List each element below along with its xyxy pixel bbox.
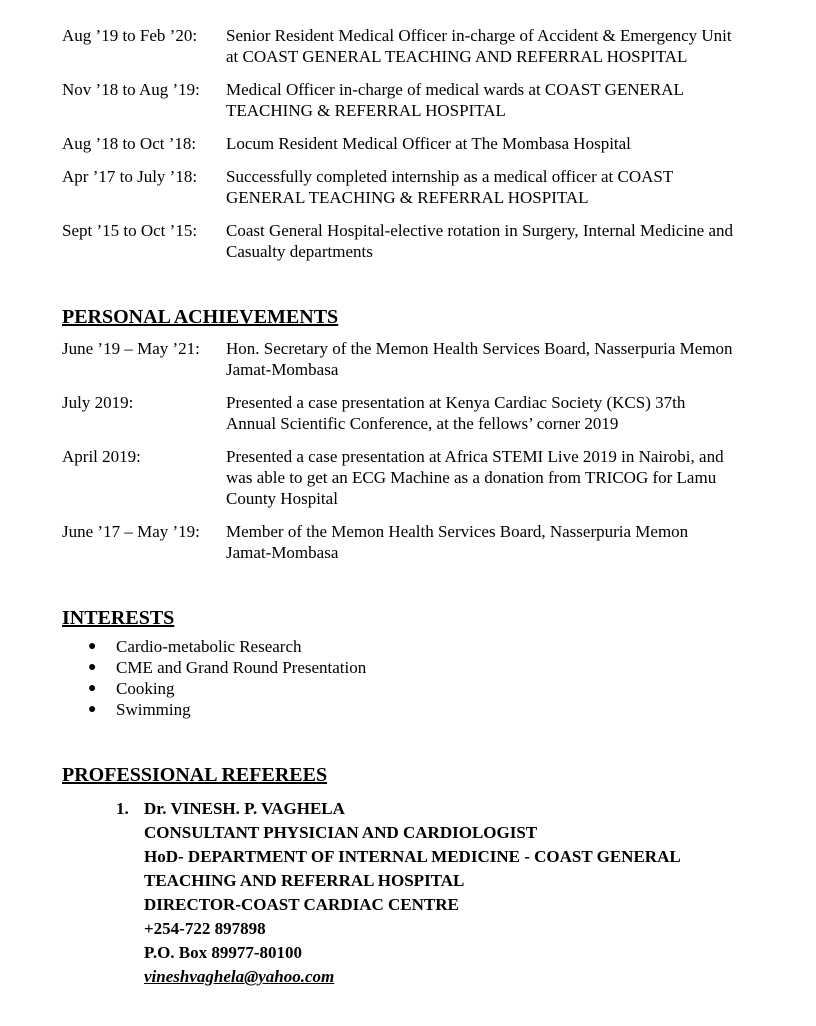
achievement-description: [226, 338, 782, 380]
experience-line: Successfully completed internship as a medical officer at COAST: [226, 167, 674, 186]
achievement-date: June ’17 – May ’19:: [62, 522, 200, 541]
achievement-date: June ’19 – May ’21:: [62, 339, 200, 358]
referees-heading: PROFESSIONAL REFEREES: [62, 764, 328, 786]
experience-line: at COAST GENERAL TEACHING AND REFERRAL HOSPITAL: [226, 47, 688, 66]
referee-title: DIRECTOR-COAST CARDIAC CENTRE: [144, 895, 459, 914]
experience-date: Sept ’15 to Oct ’15:: [62, 221, 198, 240]
achievement-line: Jamat-Mombasa: [226, 543, 339, 562]
interest-item: [88, 657, 782, 678]
experience-line: GENERAL TEACHING & REFERRAL HOSPITAL: [226, 188, 589, 207]
achievement-description: [226, 392, 782, 434]
interests-list: [62, 636, 782, 720]
interest-item: [88, 678, 782, 699]
experience-line: Locum Resident Medical Officer at The Mombasa Hospital: [226, 134, 631, 153]
experience-description: [226, 79, 782, 121]
experience-description: [226, 133, 782, 154]
referee-title: CONSULTANT PHYSICIAN AND CARDIOLOGIST: [144, 823, 538, 842]
bullet-icon: ●: [88, 702, 97, 717]
interests-heading: INTERESTS: [62, 607, 175, 629]
achievement-date: July 2019:: [62, 393, 134, 412]
achievement-description: [226, 446, 782, 509]
cv-page: [62, 25, 782, 989]
experience-description: [226, 220, 782, 262]
achievement-line: was able to get an ECG Machine as a donation from TRICOG for Lamu: [226, 468, 717, 487]
achievement-entry: [62, 446, 782, 509]
bullet-icon: ●: [88, 681, 97, 696]
interest-label: Cooking: [116, 679, 175, 698]
experience-line: Coast General Hospital-elective rotation in Surgery, Internal Medicine and: [226, 221, 734, 240]
achievement-entry: [62, 392, 782, 434]
experience-line: Senior Resident Medical Officer in-charge of Accident & Emergency Unit: [226, 26, 732, 45]
experience-list: [62, 25, 782, 262]
interest-item: [88, 699, 782, 720]
experience-line: Medical Officer in-charge of medical wards at COAST GENERAL: [226, 80, 684, 99]
achievement-line: Presented a case presentation at Africa STEMI Live 2019 in Nairobi, and: [226, 447, 724, 466]
experience-date: Aug ’18 to Oct ’18:: [62, 134, 197, 153]
experience-description: [226, 25, 782, 67]
achievement-line: Member of the Memon Health Services Board, Nasserpuria Memon: [226, 522, 689, 541]
experience-description: [226, 166, 782, 208]
achievement-description: [226, 521, 782, 563]
bullet-icon: ●: [88, 660, 97, 675]
achievement-line: Jamat-Mombasa: [226, 360, 339, 379]
interest-label: Swimming: [116, 700, 191, 719]
experience-entry: [62, 220, 782, 262]
referee-details: [144, 797, 681, 989]
interest-item: [88, 636, 782, 657]
referee-number: 1.: [116, 799, 129, 818]
experience-line: Casualty departments: [226, 242, 373, 261]
experience-date: Aug ’19 to Feb ’20:: [62, 26, 198, 45]
achievement-entry: [62, 338, 782, 380]
referee-name: Dr. VINESH. P. VAGHELA: [144, 799, 345, 818]
achievement-entry: [62, 521, 782, 563]
experience-date: Apr ’17 to July ’18:: [62, 167, 198, 186]
experience-entry: [62, 79, 782, 121]
achievement-date: April 2019:: [62, 447, 141, 466]
achievements-heading: PERSONAL ACHIEVEMENTS: [62, 306, 339, 328]
experience-entry: [62, 25, 782, 67]
experience-date: Nov ’18 to Aug ’19:: [62, 80, 200, 99]
experience-entry: [62, 166, 782, 208]
interest-label: CME and Grand Round Presentation: [116, 658, 367, 677]
experience-entry: [62, 133, 782, 154]
achievement-line: Hon. Secretary of the Memon Health Services Board, Nasserpuria Memon: [226, 339, 733, 358]
referee-entry: [116, 797, 782, 989]
achievement-line: Presented a case presentation at Kenya Cardiac Society (KCS) 37th: [226, 393, 686, 412]
referee-address: P.O. Box 89977-80100: [144, 943, 303, 962]
referee-title: TEACHING AND REFERRAL HOSPITAL: [144, 871, 465, 890]
referee-title: HoD- DEPARTMENT OF INTERNAL MEDICINE - COAST GENERAL: [144, 847, 681, 866]
experience-line: TEACHING & REFERRAL HOSPITAL: [226, 101, 506, 120]
bullet-icon: ●: [88, 639, 97, 654]
achievement-line: Annual Scientific Conference, at the fellows’ corner 2019: [226, 414, 619, 433]
referee-phone: +254-722 897898: [144, 919, 266, 938]
referee-email-link[interactable]: vineshvaghela@yahoo.com: [144, 967, 335, 986]
achievement-line: County Hospital: [226, 489, 338, 508]
interest-label: Cardio-metabolic Research: [116, 637, 302, 656]
achievements-list: [62, 338, 782, 563]
